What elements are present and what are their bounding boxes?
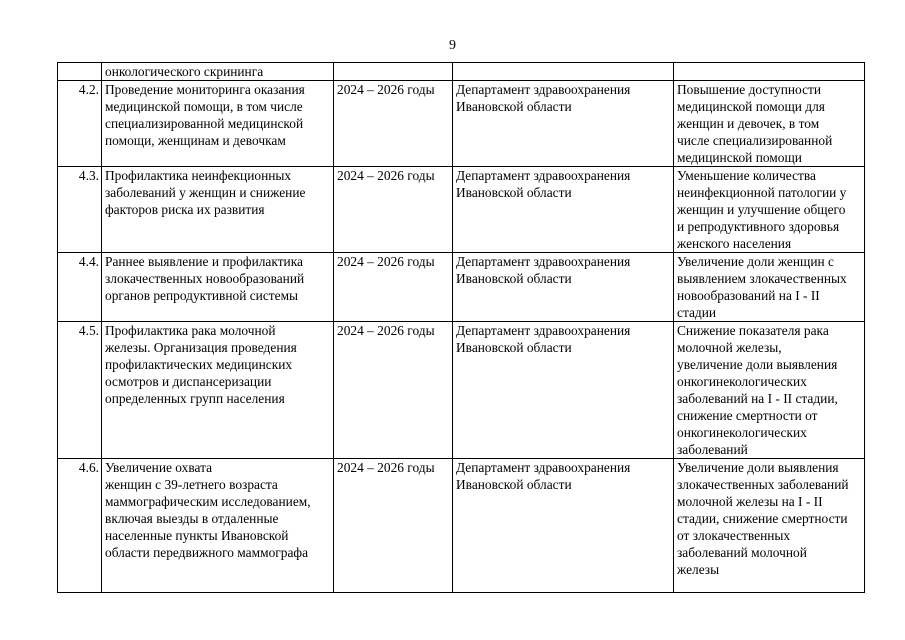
result-cell <box>674 63 865 81</box>
period-cell: 2024 – 2026 годы <box>334 253 453 322</box>
executor-cell: Департамент здравоохранения Ивановской области <box>453 322 674 459</box>
executor-cell: Департамент здравоохранения Ивановской области <box>453 459 674 593</box>
table-row <box>58 253 865 322</box>
row-number: 4.2. <box>58 81 102 167</box>
event-cell: Увеличение охвата женщин с 39-летнего возраста маммографическим исследованием, включая выезды в отдаленные населенные пункты Ивановской области передвижного маммографа <box>102 459 334 593</box>
table-row <box>58 459 865 593</box>
table-row <box>58 63 865 81</box>
result-cell: Уменьшение количества неинфекционной патологии у женщин и улучшение общего и репродуктивного здоровья женского населения <box>674 167 865 253</box>
result-cell: Снижение показателя рака молочной железы, увеличение доли выявления онкогинекологических заболеваний на I - II стадии, снижение смертности от онкогинекологических заболеваний <box>674 322 865 459</box>
event-cell: онкологического скрининга <box>102 63 334 81</box>
row-number <box>58 63 102 81</box>
result-cell: Увеличение доли женщин с выявлением злокачественных новообразований на I - II стадии <box>674 253 865 322</box>
row-number: 4.4. <box>58 253 102 322</box>
table-row <box>58 322 865 459</box>
event-cell: Раннее выявление и профилактика злокачественных новообразований органов репродуктивной системы <box>102 253 334 322</box>
table-row <box>58 167 865 253</box>
row-number: 4.3. <box>58 167 102 253</box>
executor-cell <box>453 63 674 81</box>
result-cell: Повышение доступности медицинской помощи для женщин и девочек, в том числе специализированной медицинской помощи <box>674 81 865 167</box>
executor-cell: Департамент здравоохранения Ивановской области <box>453 167 674 253</box>
period-cell: 2024 – 2026 годы <box>334 459 453 593</box>
row-number: 4.5. <box>58 322 102 459</box>
period-cell: 2024 – 2026 годы <box>334 81 453 167</box>
result-cell: Увеличение доли выявления злокачественных заболеваний молочной железы на I - II стадии, снижение смертности от злокачественных заболеваний молочной железы <box>674 459 865 593</box>
page-number: 9 <box>449 38 456 53</box>
activities-table <box>57 62 865 593</box>
row-number: 4.6. <box>58 459 102 593</box>
event-cell: Профилактика неинфекционных заболеваний у женщин и снижение факторов риска их развития <box>102 167 334 253</box>
period-cell: 2024 – 2026 годы <box>334 167 453 253</box>
table-row <box>58 81 865 167</box>
event-cell: Профилактика рака молочной железы. Организация проведения профилактических медицинских осмотров и диспансеризации определенных групп населения <box>102 322 334 459</box>
executor-cell: Департамент здравоохранения Ивановской области <box>453 253 674 322</box>
period-cell: 2024 – 2026 годы <box>334 322 453 459</box>
event-cell: Проведение мониторинга оказания медицинской помощи, в том числе специализированной медицинской помощи, женщинам и девочкам <box>102 81 334 167</box>
executor-cell: Департамент здравоохранения Ивановской области <box>453 81 674 167</box>
period-cell <box>334 63 453 81</box>
